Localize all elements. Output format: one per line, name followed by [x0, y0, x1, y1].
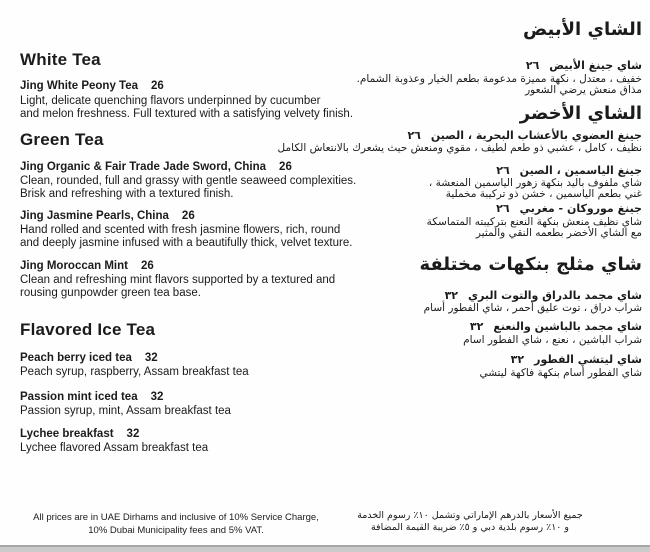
section-heading-green-tea-ar: الشاي الأخضر [519, 103, 642, 124]
menu-item-passion-mint-ar [470, 321, 642, 334]
menu-item-price: ٢٦ [496, 202, 510, 215]
menu-item-name: Jing White Peony Tea [20, 80, 138, 92]
menu-item-price: ٢٦ [496, 164, 510, 177]
section-heading-green-tea: Green Tea [20, 130, 104, 149]
menu-item-description-line: Hand rolled and scented with fresh jasmine flowers, rich, round [20, 224, 341, 236]
menu-item-price: ٣٢ [469, 320, 484, 333]
menu-item-name: Peach berry iced tea [20, 352, 132, 364]
footer-note-line-ar: و ١٠٪ رسوم بلدية دبي و ٥٪ ضريبة القيمة المضافة [370, 522, 570, 533]
menu-item-description-line: شراب الباشين ، نعنع ، شاي الفطور اسام [463, 334, 642, 346]
menu-item-description-line: Clean and refreshing mint flavors supported by a textured and [20, 274, 336, 286]
menu-item-price: ٣٢ [444, 289, 458, 302]
menu-item-price: ٢٦ [525, 59, 540, 72]
menu-item-description-line: and melon freshness. Full textured with a satisfying velvety finish. [20, 108, 354, 120]
menu-item-price: 26 [181, 210, 195, 222]
menu-item-name: Jing Moroccan Mint [20, 260, 128, 272]
menu-item-lychee-breakfast-ar [511, 354, 642, 367]
menu-item-name: Lychee breakfast [20, 428, 114, 440]
menu-item-description-line: and deeply jasmine infused with a beautifully thick, velvet texture. [20, 237, 353, 249]
menu-item-description-line: شراب دراق ، توت عليق أحمر ، شاي الفطور أسام [423, 302, 642, 314]
menu-item-moroccan-mint-ar [496, 203, 642, 216]
footer-note-line-ar: جميع الأسعار بالدرهم الإماراتي وتشمل ١٠٪ رسوم الخدمة [357, 510, 583, 521]
section-heading-flavored-ice-tea: Flavored Ice Tea [20, 320, 156, 339]
menu-item-description-line: Lychee flavored Assam breakfast tea [20, 442, 209, 454]
section-heading-white-tea: White Tea [20, 50, 101, 69]
menu-item-name: شاي جينغ الأبيض [549, 59, 642, 72]
menu-item-white-peony-ar [526, 60, 642, 73]
menu-item-description-line: خفيف ، معتدل ، نكهة مميزة مدعومة بطعم الخيار وعذوبة الشمام. [356, 73, 642, 85]
menu-item-name: جينغ موروكان - مغربي [519, 202, 642, 215]
menu-item-description-line: rousing gunpowder green tea base. [20, 287, 201, 299]
menu-item-description-line: مع الشاي الأخضر بطعمه النقي والمثير [475, 227, 642, 239]
menu-item-price: 26 [279, 161, 292, 173]
menu-item-price: 26 [151, 80, 164, 92]
menu-item-lychee-breakfast [20, 428, 139, 441]
menu-item-description-line: Brisk and refreshing with a textured finish. [20, 188, 234, 200]
menu-item-name: Passion mint iced tea [20, 391, 138, 403]
menu-item-peach-berry-ar [445, 290, 642, 303]
menu-item-jasmine-pearls [20, 210, 195, 223]
menu-item-price: 32 [144, 352, 158, 364]
menu-item-price: 32 [126, 428, 140, 440]
menu-item-price: ٢٦ [407, 129, 421, 142]
menu-item-moroccan-mint [20, 260, 154, 273]
menu-item-price: 32 [150, 391, 164, 403]
menu-item-name: جينغ الياسمين ، الصين [519, 164, 642, 177]
menu-item-name: شاي مجمد بالدراق والتوت البري [468, 289, 642, 302]
section-heading-white-tea-ar: الشاي الأبيض [522, 19, 642, 40]
menu-item-description-line: نظيف ، كامل ، عشبي ذو طعم لطيف ، مقوي ومنعش حيث يشعرك بالانتعاش الكامل [277, 142, 642, 154]
menu-item-peach-berry [20, 352, 158, 365]
menu-item-white-peony [20, 80, 164, 93]
menu-item-price: ٣٢ [510, 353, 525, 366]
menu-item-description-line: Peach syrup, raspberry, Assam breakfast tea [20, 366, 249, 378]
menu-item-description-line: شاي نظيف منعش بنكهة النعنع بتركيبته المتماسكة [426, 216, 642, 228]
section-heading-flavored-ice-tea-ar: شاي مثلج بنكهات مختلفة [419, 254, 642, 275]
menu-item-description-line: Light, delicate quenching flavors underpinned by cucumber [20, 95, 321, 107]
menu-item-name: Jing Organic & Fair Trade Jade Sword, China [20, 161, 267, 173]
menu-item-description-line: Clean, rounded, full and grassy with gentle seaweed complexities. [20, 175, 357, 187]
menu-item-description-line: Passion syrup, mint, Assam breakfast tea [20, 405, 231, 417]
menu-item-jade-sword [20, 161, 292, 174]
menu-item-jasmine-pearls-ar [496, 165, 642, 178]
menu-item-description-line: غني بطعم الياسمين ، خشن ذو تركيبة مخملية [445, 188, 642, 200]
menu-item-description-line: شاي الفطور أسام بنكهة فاكهة ليتشي [479, 367, 642, 379]
menu-item-passion-mint [20, 391, 163, 404]
footer-note-line-en: All prices are in UAE Dirhams and inclusive of 10% Service Charge, [33, 512, 319, 523]
bottom-edge-divider [0, 545, 650, 552]
menu-item-name: شاي ليتشي الفطور [534, 353, 642, 366]
menu-item-name: Jing Jasmine Pearls, China [20, 210, 169, 222]
menu-item-name: جينغ العضوي بالأعشاب البحرية ، الصين [430, 129, 642, 142]
menu-item-name: شاي مجمد بالباشين والنعنع [493, 320, 642, 333]
menu-item-price: 26 [140, 260, 154, 272]
footer-note-line-en: 10% Dubai Municipality fees and 5% VAT. [88, 525, 264, 536]
menu-item-jade-sword-ar [407, 130, 642, 143]
menu-item-description-line: شاي ملفوف باليد بنكهة زهور الياسمين المنعشة ، [428, 177, 642, 189]
menu-item-description-line: مذاق منعش يرضي الشعور [525, 84, 642, 96]
